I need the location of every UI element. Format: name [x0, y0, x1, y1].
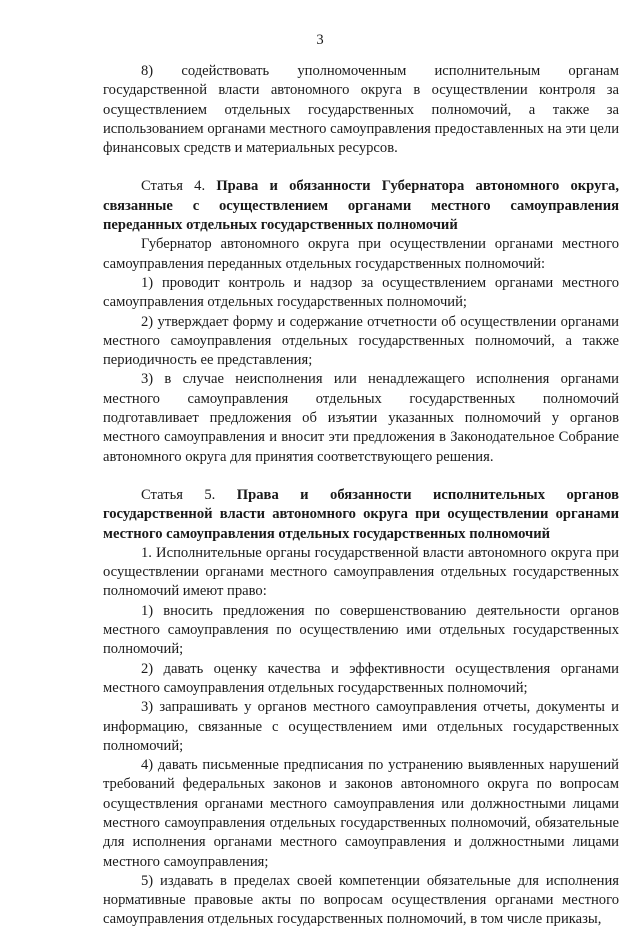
- page-number: 3: [316, 32, 324, 48]
- article-4-item-2: 2) утверждает форму и содержание отчетности об осуществлении органами местного самоуправления отдельных государственных полномочий, а также периодичность ее представления;: [103, 313, 619, 369]
- article-4-label: Статья 4.: [141, 178, 206, 195]
- article-5-heading: [103, 486, 619, 544]
- article-5-label: Статья 5.: [141, 486, 216, 503]
- article-5-item-1: 1) вносить предложения по совершенствованию деятельности органов местного самоуправления по осуществлению ими отдельных государственных полномочий;: [103, 602, 619, 658]
- paragraph-item-8: 8) содействовать уполномоченным исполнительным органам государственной власти автономного округа в осуществлении контроля за осуществлением отдельных государственных полномочий, а также за использованием органами местного самоуправления предоставленных на эти цели финансовых средств и материальных ресурсов.: [103, 63, 619, 157]
- article-4-item-1: 1) проводит контроль и надзор за осуществлением органами местного самоуправления отдельных государственных полномочий;: [103, 274, 619, 311]
- article-5-item-5: 5) издавать в пределах своей компетенции обязательные для исполнения нормативные правовые акты по вопросам осуществления органами местного самоуправления отдельных государственных полномочий, в том числе приказы,: [103, 872, 619, 928]
- article-4-intro: Губернатор автономного округа при осуществлении органами местного самоуправления переданных отдельных государственных полномочий:: [103, 236, 619, 272]
- article-4-item-3: 3) в случае неисполнения или ненадлежащего исполнения органами местного самоуправления отдельных государственных полномочий подготавливает предложения об изъятии указанных полномочий у органов местного самоуправления и вносит эти предложения в Законодательное Собрание автономного округа для принятия соответствующего решения.: [103, 371, 619, 465]
- article-5-intro: 1. Исполнительные органы государственной власти автономного округа при осуществлении органами местного самоуправления отдельных государственных полномочий имеют право:: [103, 544, 619, 600]
- article-4-heading: [103, 177, 619, 235]
- article-5-item-2: 2) давать оценку качества и эффективности осуществления органами местного самоуправления отдельных государственных полномочий;: [103, 660, 619, 696]
- article-4-title: Права и обязанности Губернатора автономного округа, связанные с осуществлением органами местного самоуправления переданных отдельных государственных полномочий: [103, 178, 619, 234]
- document-body: [103, 62, 619, 930]
- article-5-item-3: 3) запрашивать у органов местного самоуправления отчеты, документы и информацию, связанные с осуществлением ими отдельных государственных полномочий;: [103, 699, 619, 754]
- article-5-item-4: 4) давать письменные предписания по устранению выявленных нарушений требований федеральных законов и законов автономного округа по вопросам осуществления органами местного самоуправления или должностными лицами местного самоуправления отдельных государственных полномочий, обязательные для исполнения органами местного самоуправления и должностными лицами местного самоуправления;: [103, 757, 619, 870]
- article-5-title: Права и обязанности исполнительных органов государственной власти автономного округа при осуществлении органами местного самоуправления отдельных государственных полномочий: [103, 486, 619, 542]
